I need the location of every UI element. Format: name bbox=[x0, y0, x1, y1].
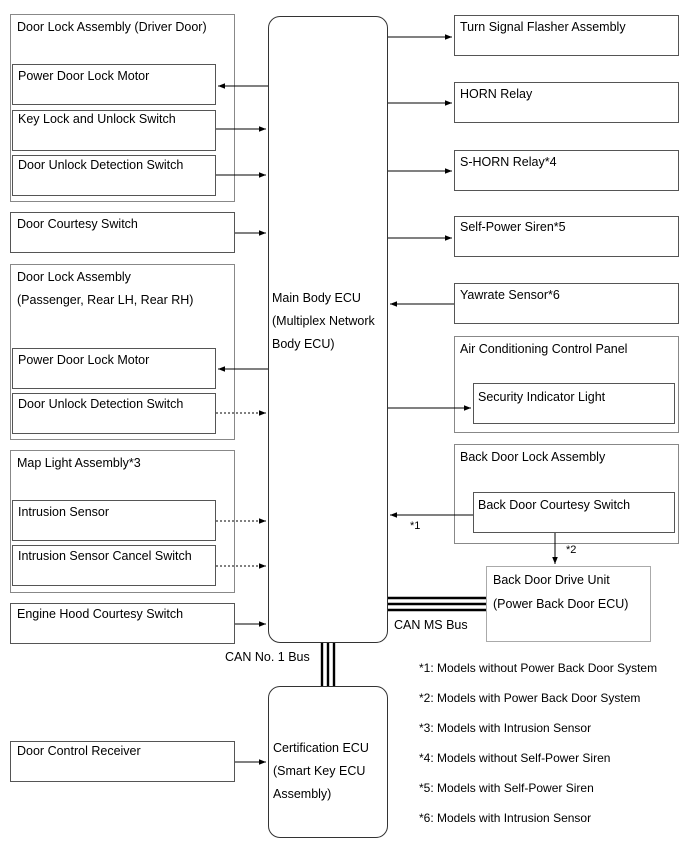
note-6: *6: Models with Intrusion Sensor bbox=[419, 811, 592, 825]
intrusion-sensor-label: Intrusion Sensor bbox=[18, 505, 110, 519]
back-door-drive-unit-line1: Back Door Drive Unit bbox=[493, 573, 610, 587]
certification-ecu-line1: Certification ECU bbox=[273, 741, 369, 755]
passenger-door-lock-assembly-subtitle: (Passenger, Rear LH, Rear RH) bbox=[17, 293, 194, 307]
note-4: *4: Models without Self-Power Siren bbox=[419, 751, 611, 765]
note-3: *3: Models with Intrusion Sensor bbox=[419, 721, 592, 735]
driver-power-door-lock-motor-label: Power Door Lock Motor bbox=[18, 69, 150, 83]
passenger-door-lock-assembly-title: Door Lock Assembly bbox=[17, 270, 131, 284]
note-5: *5: Models with Self-Power Siren bbox=[419, 781, 594, 795]
door-control-receiver-label: Door Control Receiver bbox=[17, 744, 141, 758]
note-1: *1: Models without Power Back Door System bbox=[419, 661, 658, 675]
key-lock-unlock-switch-label: Key Lock and Unlock Switch bbox=[18, 112, 176, 126]
s-horn-relay-label: S-HORN Relay*4 bbox=[460, 155, 557, 169]
main-body-ecu-line3: Body ECU) bbox=[272, 337, 335, 351]
engine-hood-courtesy-switch-label: Engine Hood Courtesy Switch bbox=[17, 607, 184, 621]
note-2: *2: Models with Power Back Door System bbox=[419, 691, 641, 705]
air-conditioning-control-panel-title: Air Conditioning Control Panel bbox=[460, 342, 628, 356]
main-body-ecu-line1: Main Body ECU bbox=[272, 291, 361, 305]
can-no1-bus-lines bbox=[322, 643, 334, 686]
main-body-ecu-line2: (Multiplex Network bbox=[272, 314, 375, 328]
can-ms-bus-label: CAN MS Bus bbox=[394, 618, 468, 632]
self-power-siren-label: Self-Power Siren*5 bbox=[460, 220, 566, 234]
back-door-drive-unit-line2: (Power Back Door ECU) bbox=[493, 597, 629, 611]
horn-relay-label: HORN Relay bbox=[460, 87, 533, 101]
passenger-door-unlock-detection-switch-label: Door Unlock Detection Switch bbox=[18, 397, 184, 411]
back-door-courtesy-switch-label: Back Door Courtesy Switch bbox=[478, 498, 631, 512]
turn-signal-flasher-assembly-label: Turn Signal Flasher Assembly bbox=[460, 20, 626, 34]
can-no1-bus-label: CAN No. 1 Bus bbox=[225, 650, 310, 664]
map-light-assembly-title: Map Light Assembly*3 bbox=[17, 456, 141, 470]
mark-2-label: *2 bbox=[566, 544, 577, 556]
back-door-lock-assembly-title: Back Door Lock Assembly bbox=[460, 450, 606, 464]
door-courtesy-switch-label: Door Courtesy Switch bbox=[17, 217, 138, 231]
driver-door-unlock-detection-switch-label: Door Unlock Detection Switch bbox=[18, 158, 184, 172]
driver-door-lock-assembly-title: Door Lock Assembly (Driver Door) bbox=[17, 20, 207, 34]
security-indicator-light-label: Security Indicator Light bbox=[478, 390, 606, 404]
yawrate-sensor-label: Yawrate Sensor*6 bbox=[460, 288, 560, 302]
intrusion-sensor-cancel-switch-label: Intrusion Sensor Cancel Switch bbox=[18, 549, 192, 563]
certification-ecu-line3: Assembly) bbox=[273, 787, 332, 801]
passenger-power-door-lock-motor-label: Power Door Lock Motor bbox=[18, 353, 150, 367]
certification-ecu-line2: (Smart Key ECU bbox=[273, 764, 366, 778]
can-ms-bus-lines bbox=[388, 598, 486, 610]
mark-1-label: *1 bbox=[410, 520, 421, 532]
